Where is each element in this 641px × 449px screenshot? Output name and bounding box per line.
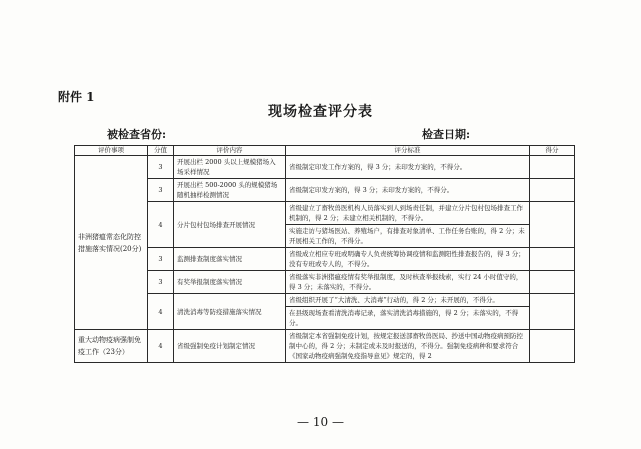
table-row: [75, 179, 575, 202]
criteria-cell: 省级建立了畜牧兽医机构人员落实到人到场责任制，并建立分片包村包场排查工作机制的，得 2 分；未建立相关机制的，不得分。: [286, 202, 530, 225]
score-value: 3: [148, 179, 174, 202]
inspected-province-label: 被检查省份:: [107, 128, 167, 141]
score-cell[interactable]: [530, 330, 575, 363]
criteria-cell: 省级制定本省强制免疫计划，按规定报送部畜牧兽医局、抄送中国动物疫病预防控制中心的，得 2 分；未制定或未及时报送的，不得分。强制免疫病种和要求符合《国家动物疫病强制免疫指导意见》规定的，得 2: [286, 330, 530, 363]
content-cell: 开展出栏 2000 头以上规模猪场入场采样情况: [174, 156, 286, 179]
table-header-row: [75, 146, 575, 156]
criteria-cell: 省级成立相应专班或明确专人负责统筹协调疫情和监测阳性排查报告的，得 3 分；没有专班或专人的，不得分。: [286, 248, 530, 271]
page-title: 现场检查评分表: [268, 104, 373, 120]
table-row: [75, 271, 575, 294]
score-value: 4: [148, 330, 174, 363]
table-row: [75, 248, 575, 271]
score-value: 3: [148, 156, 174, 179]
score-value: 4: [148, 202, 174, 248]
attachment-label: 附件 1: [58, 90, 95, 104]
page-number: — 10 —: [297, 415, 344, 429]
content-cell: 开展出栏 500-2000 头的规模猪场随机抽样检测情况: [174, 179, 286, 202]
score-cell[interactable]: [530, 271, 575, 294]
inspection-date-label: 检查日期:: [422, 128, 471, 141]
score-value: 3: [148, 271, 174, 294]
item-name: 重大动物疫病强制免疫工作（23分）: [75, 330, 148, 363]
criteria-cell: 省级组织开展了“大清洗、大消毒”行动的，得 2 分；未开展的，不得分。: [286, 294, 530, 307]
table-row: [75, 156, 575, 179]
criteria-cell: 省级落实非洲猪瘟疫情有奖举报制度，及时核查举报线索，实行 24 小时值守的，得 3 分；未落实的，不得分。: [286, 271, 530, 294]
header-cell: 分值: [148, 146, 174, 156]
score-cell[interactable]: [530, 294, 575, 330]
table-row: [75, 330, 575, 363]
score-cell[interactable]: [530, 179, 575, 202]
score-cell[interactable]: [530, 202, 575, 248]
item-name: 非洲猪瘟常态化防控措施落实情况(20分): [75, 156, 148, 330]
content-cell: 有奖举报制度落实情况: [174, 271, 286, 294]
header-cell: 得分: [530, 146, 575, 156]
score-cell[interactable]: [530, 156, 575, 179]
header-cell: 评分标准: [286, 146, 530, 156]
criteria-cell: 在县级现场查看清洗消毒记录，落实清洗消毒措施的，得 2 分；未落实的，不得分。: [286, 307, 530, 330]
content-cell: 分片包村包场排查开展情况: [174, 202, 286, 248]
score-value: 4: [148, 294, 174, 330]
score-cell[interactable]: [530, 248, 575, 271]
content-cell: 清洗消毒等防疫措施落实情况: [174, 294, 286, 330]
criteria-cell: 省级制定印发工作方案的，得 3 分；未印发方案的，不得分。: [286, 156, 530, 179]
table-row: [75, 202, 575, 225]
header-cell: 评价内容: [174, 146, 286, 156]
score-table: [74, 145, 575, 363]
criteria-cell: 省级制定印发方案的，得 3 分；未印发方案的，不得分。: [286, 179, 530, 202]
header-cell: 评价事项: [75, 146, 148, 156]
content-cell: 省级强制免疫计划制定情况: [174, 330, 286, 363]
table-row: [75, 294, 575, 307]
content-cell: 监测排查制度落实情况: [174, 248, 286, 271]
score-value: 3: [148, 248, 174, 271]
criteria-cell: 实施走访与猪场医站、养殖场户，有排查对象清单、工作任务台账的，得 2 分；未开展相关工作的，不得分。: [286, 225, 530, 248]
